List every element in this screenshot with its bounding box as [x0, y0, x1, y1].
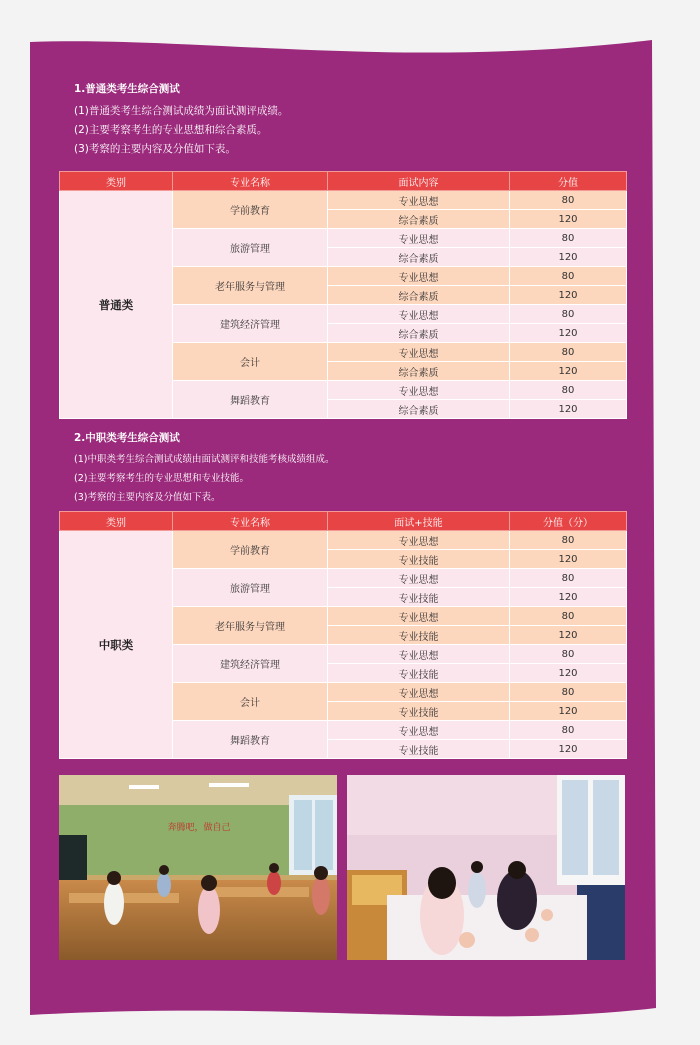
table-header-row — [60, 512, 627, 531]
score-cell: 120 — [510, 740, 627, 759]
content-cell: 专业技能 — [328, 588, 510, 607]
content-cell: 综合素质 — [328, 248, 510, 267]
score-cell: 120 — [510, 550, 627, 569]
major-name-cell: 会计 — [173, 343, 328, 381]
score-cell: 80 — [510, 305, 627, 324]
content-cell: 专业思想 — [328, 267, 510, 286]
major-name-cell: 旅游管理 — [173, 229, 328, 267]
score-cell: 80 — [510, 721, 627, 740]
major-name-cell: 学前教育 — [173, 191, 328, 229]
score-table-vocational — [59, 511, 627, 759]
section-1-line: (3)考察的主要内容及分值如下表。 — [74, 143, 236, 155]
major-name-cell: 舞蹈教育 — [173, 721, 328, 759]
content-cell: 专业技能 — [328, 702, 510, 721]
score-cell: 80 — [510, 531, 627, 550]
score-cell: 120 — [510, 588, 627, 607]
content-cell: 专业思想 — [328, 381, 510, 400]
col-header-category: 类别 — [60, 512, 173, 531]
score-cell: 120 — [510, 210, 627, 229]
score-cell: 120 — [510, 362, 627, 381]
col-header-major: 专业名称 — [173, 172, 328, 191]
table-row — [60, 191, 627, 210]
section-1 — [74, 82, 626, 159]
section-2-line: (2)主要考察考生的专业思想和专业技能。 — [74, 473, 249, 484]
content-cell: 专业思想 — [328, 305, 510, 324]
col-header-major: 专业名称 — [173, 512, 328, 531]
content-cell: 专业技能 — [328, 664, 510, 683]
col-header-content: 面试+技能 — [328, 512, 510, 531]
section-1-line: (2)主要考察考生的专业思想和综合素质。 — [74, 124, 268, 136]
score-cell: 120 — [510, 248, 627, 267]
score-cell: 80 — [510, 381, 627, 400]
score-table-general — [59, 171, 627, 419]
content-cell: 综合素质 — [328, 210, 510, 229]
content-cell: 综合素质 — [328, 286, 510, 305]
content-cell: 专业思想 — [328, 343, 510, 362]
score-cell: 80 — [510, 191, 627, 210]
section-2-line: (3)考察的主要内容及分值如下表。 — [74, 492, 221, 503]
content-cell: 专业思想 — [328, 569, 510, 588]
classroom-banner: 奔腾吧，做自己 — [167, 823, 231, 833]
major-name-cell: 舞蹈教育 — [173, 381, 328, 419]
content-cell: 专业思想 — [328, 229, 510, 248]
content-cell: 综合素质 — [328, 324, 510, 343]
score-cell: 80 — [510, 267, 627, 286]
col-header-category: 类别 — [60, 172, 173, 191]
major-name-cell: 建筑经济管理 — [173, 305, 328, 343]
section-1-title: 1.普通类考生综合测试 — [74, 83, 180, 95]
table-row — [60, 531, 627, 550]
major-name-cell: 建筑经济管理 — [173, 645, 328, 683]
category-cell: 中职类 — [60, 531, 173, 759]
content-cell: 综合素质 — [328, 362, 510, 381]
score-cell: 120 — [510, 400, 627, 419]
content-cell: 专业技能 — [328, 740, 510, 759]
score-cell: 120 — [510, 664, 627, 683]
score-cell: 80 — [510, 343, 627, 362]
score-cell: 80 — [510, 683, 627, 702]
content-cell: 专业思想 — [328, 645, 510, 664]
score-cell: 120 — [510, 286, 627, 305]
section-1-line: (1)普通类考生综合测试成绩为面试测评成绩。 — [74, 105, 289, 117]
content-cell: 综合素质 — [328, 400, 510, 419]
score-cell: 80 — [510, 569, 627, 588]
major-name-cell: 学前教育 — [173, 531, 328, 569]
content-cell: 专业技能 — [328, 626, 510, 645]
section-2-title: 2.中职类考生综合测试 — [74, 432, 180, 444]
content-cell: 专业思想 — [328, 191, 510, 210]
col-header-score: 分值（分） — [510, 512, 627, 531]
col-header-score: 分值 — [510, 172, 627, 191]
score-cell: 120 — [510, 324, 627, 343]
score-cell: 80 — [510, 229, 627, 248]
content-cell: 专业思想 — [328, 721, 510, 740]
score-cell: 80 — [510, 645, 627, 664]
major-name-cell: 会计 — [173, 683, 328, 721]
major-name-cell: 旅游管理 — [173, 569, 328, 607]
section-2-line: (1)中职类考生综合测试成绩由面试测评和技能考核成绩组成。 — [74, 454, 335, 465]
section-2 — [74, 431, 626, 507]
category-cell: 普通类 — [60, 191, 173, 419]
content-cell: 专业思想 — [328, 607, 510, 626]
content-cell: 专业思想 — [328, 531, 510, 550]
col-header-content: 面试内容 — [328, 172, 510, 191]
major-name-cell: 老年服务与管理 — [173, 267, 328, 305]
table-header-row — [60, 172, 627, 191]
classroom-photo — [59, 775, 337, 960]
score-cell: 120 — [510, 626, 627, 645]
practice-photo — [347, 775, 625, 960]
major-name-cell: 老年服务与管理 — [173, 607, 328, 645]
score-cell: 80 — [510, 607, 627, 626]
content-cell: 专业技能 — [328, 550, 510, 569]
score-cell: 120 — [510, 702, 627, 721]
content-cell: 专业思想 — [328, 683, 510, 702]
